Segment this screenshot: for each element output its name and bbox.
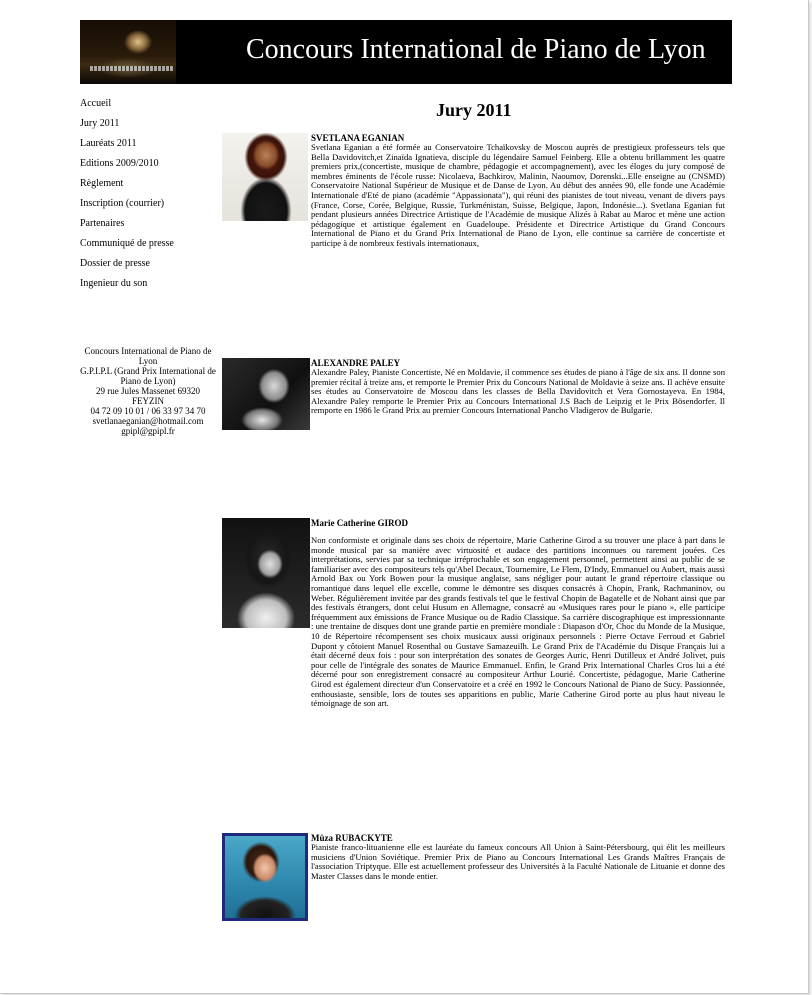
jury-entry — [222, 518, 726, 743]
contact-phone: 04 72 09 10 01 / 06 33 97 34 70 — [90, 406, 206, 416]
jury-photo — [222, 518, 310, 628]
contact-email-2[interactable]: gpipl@gpipl.fr — [121, 426, 175, 436]
page-title: Jury 2011 — [436, 100, 512, 120]
nav-item-laureats-2011[interactable]: Lauréats 2011 — [80, 138, 137, 149]
site-banner — [80, 20, 732, 84]
banner-piano-keys — [90, 66, 174, 71]
nav-item-dossier[interactable]: Dossier de presse — [80, 258, 150, 269]
nav-item-communique[interactable]: Communiqué de presse — [80, 238, 174, 249]
jury-bio: Pianiste franco-lituanienne elle est lauréate du fameux concours All Union à Saint-Pétersbourg, qui élit les meilleurs musiciens d'Union Soviétique. Premier Prix de Piano au Concours International Les Grands Maîtres Français de l'association Triptyque. Elle est actuellement professeur des Universités à la Faculté Nationale de Lituanie et donne des Master Classes dans le monde entier. — [311, 842, 725, 881]
nav-item-inscription[interactable]: Inscription (courrier) — [80, 198, 165, 209]
nav-item-partenaires[interactable]: Partenaires — [80, 218, 125, 229]
jury-name: SVETLANA EGANIAN — [311, 133, 405, 143]
nav-item-accueil[interactable]: Accueil — [80, 98, 112, 109]
nav-item-editions[interactable]: Editions 2009/2010 — [80, 158, 159, 169]
nav-item-reglement[interactable]: Règlement — [80, 178, 124, 189]
jury-entry — [222, 358, 726, 438]
jury-bio: Alexandre Paley, Pianiste Concertiste, Né en Moldavie, il commence ses études de piano à l'âge de six ans. Il donne son premier récital à treize ans, et remporte le Premier Prix du Concours National de Moldavie à seize ans. Il achève ensuite ses études au Conservatoire de Moscou dans les classes de Bella Davidovitch et Vera Gornostayeva. En 1984, Alexandre Paley remporte le Premier Prix au Concours International J.S Bach de Leipzig et le Prix Bösendorfer. Il remporte en 1986 le Grand Prix au premier Concours International Pancho Vladigerov de Bulgarie. — [311, 367, 725, 416]
jury-bio: Svetlana Eganian a été formée au Conservatoire Tchaïkovsky de Moscou auprès de prestigieux professeurs tels que Bella Davidovitch,et Zinaïda Ignatieva, disciple du légendaire Samuel Feinberg. Elle a obtenu brillamment les quatre premiers prix,(concertiste, musique de chambre, pédagogie et accompagnement), avec les éloges du jury composé de membres éminents de l'école russe: Nicolaeva, Bachkirov, Malinin, Naoumov, Dorenski...Elle enseigne au (CNSMD) Conservatoire National Supérieur de Musique et de Danse de Lyon. Au début des années 90, elle fonde une Académie Internationale d'Eté de piano (académie "Appassionata"), qui réuni des pianistes de tout niveau, venant de divers pays (France, Corse, Corée, Belgique, Russie, Turkménistan, Suisse, Belgique, Japon, Indonésie...). Svetlana Eganian fut pendant plusieurs années Directrice Artistique de l'Académie de musique Alizés à Rabat au Maroc et mène une action pédagogique et artistique également en Guadeloupe. Présidente et Directrice Artistique du Grand Concours International de Piano et du Grand Prix International de Piano de Lyon, elle continue sa carrière de concertiste et participe à de nombreux festivals internationaux, — [311, 142, 725, 248]
contact-org: Concours International de Piano de Lyon — [84, 346, 212, 366]
banner-pianist-photo — [80, 20, 176, 84]
jury-name: ALEXANDRE PALEY — [311, 358, 401, 368]
nav-item-jury-2011[interactable]: Jury 2011 — [80, 118, 120, 129]
jury-name: Marie Catherine GIROD — [311, 518, 408, 528]
jury-photo — [222, 358, 310, 430]
contact-email-1[interactable]: svetlanaeganian@hotmail.com — [92, 416, 204, 426]
contact-block — [80, 346, 216, 436]
jury-photo — [222, 133, 308, 221]
nav-item-ingenieur[interactable]: Ingenieur du son — [80, 278, 148, 289]
contact-org-full: G.P.I.P.L (Grand Prix International de Piano de Lyon) — [80, 366, 216, 386]
jury-entry — [222, 133, 726, 283]
sidebar-nav — [80, 94, 220, 294]
jury-name: Mûza RUBACKYTE — [311, 833, 393, 843]
jury-entry — [222, 833, 726, 925]
jury-photo — [222, 833, 308, 921]
jury-bio: Non conformiste et originale dans ses choix de répertoire, Marie Catherine Girod a su trouver une place à part dans le monde musical par sa manière avec virtuosité et audace des partitions inconnues ou rarement jouées. Ces interprétations, servies par sa technique irréprochable et son engagement personnel, permettent ainsi au public de se familiariser avec des compositeurs tels qu'Abel Decaux, Tournemire, Le Flem, D'Indy, Emmanuel ou Aubert, mais aussi Arnold Bax ou York Bowen pour la musique anglaise, sans négliger pour autant le grand répertoire classique ou romantique dans lequel elle excelle, comme le démontre ses disques consacrés à Chopin, Frank, Rachmaninov, ou Weber. Régulièrement invitée par des grands festivals tel que le festival Chopin de Bagatelle et de Nohant ainsi que par des festivals étrangers, dont celui Husum en Allemagne, consacré au «Musiques rares pour le piano », elle participe fréquemment aux émissions de France Musique ou de Radio Classique. Sa carrière discographique est impressionnante : une trentaine de disques dont une grande partie en première mondiale : Diapason d'Or, Choc du Monde de la Musique, 10 de Répertoire récompensent ses choix musicaux aussi originaux personnels : Pierre Octave Ferroud et Gabriel Dupont y côtoient Manuel Rosenthal ou Gustave Samazeuilh. Le Grand Prix de l'Académie du Disque Français lui a était décerné deux fois : pour son interprétation des sonates de Georges Auric, Henri Dutilleux et André Jolivet, puis pour celle de l'intégrale des sonates de Maurice Emmanuel. Enfin, le Grand Prix International Charles Cros lui a été décerné pour son enregistrement consacré au compositeur Arthur Lourié. Concertiste, pédagogue, Marie Catherine Girod est également directeur d'un Conservatoire et a créé en 1992 le Concours National de Piano de Sucy. Passionnée, enthousiaste, sensible, lors de toutes ses apparitions en public, Marie Catherine Girod porte au plus haut niveau le témoignage de son art. — [311, 535, 725, 709]
contact-address: 29 rue Jules Massenet 69320 FEYZIN — [96, 386, 200, 406]
site-title: Concours International de Piano de Lyon — [246, 34, 706, 65]
